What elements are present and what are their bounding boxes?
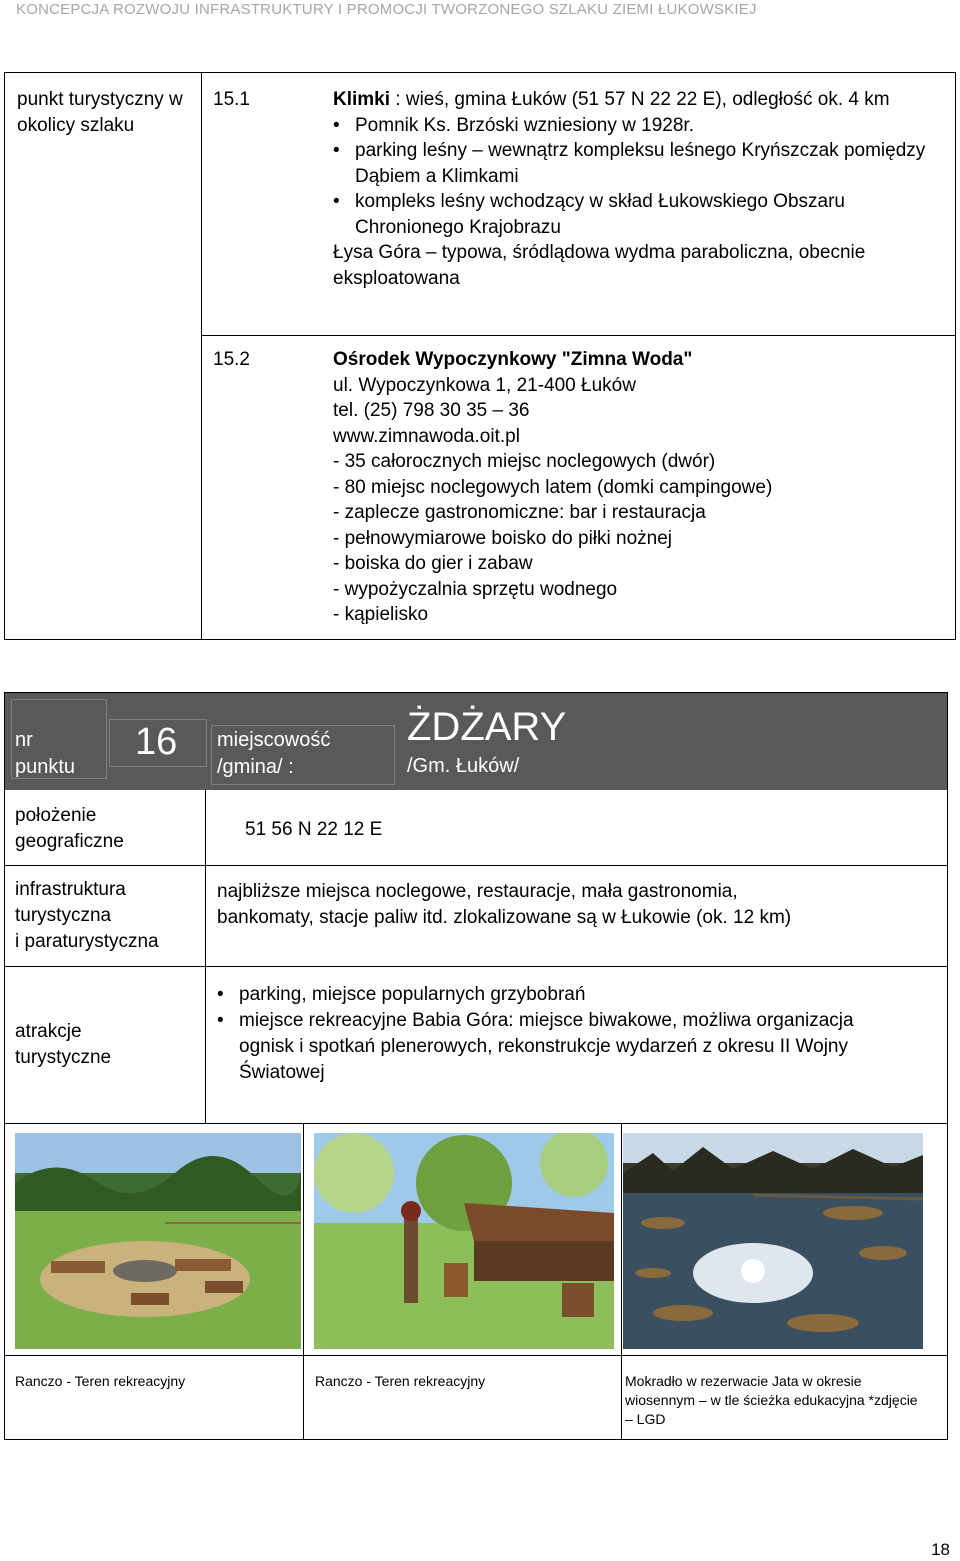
page-number: 18 <box>931 1540 950 1559</box>
attractions-list <box>217 982 907 1086</box>
document-header: KONCEPCJA ROZWOJU INFRASTRUKTURY I PROMOCJI TWORZONEGO SZLAKU ZIEMI ŁUKOWSKIEJ <box>16 1 757 18</box>
place-label: miejscowość <box>217 729 331 751</box>
list-item: - wypożyczalnia sprzętu wodnego <box>333 578 618 600</box>
point-header <box>5 693 947 790</box>
list-item: - 35 całorocznych miejsc noclegowych (dwór) <box>333 451 716 472</box>
entry-title: Klimki <box>333 89 391 110</box>
gmina-label: /gmina/ : <box>217 756 294 778</box>
list-item: - pełnowymiarowe boisko do piłki nożnej <box>333 527 673 549</box>
entry-title-line: Klimki : wieś, gmina Łuków (51 57 N 22 22 E), odległość ok. 4 km <box>333 89 890 110</box>
list-item: - zaplecze gastronomiczne: bar i restauracja <box>333 502 706 523</box>
infra-label: infrastruktura turystyczna i paraturystyczna <box>15 879 159 952</box>
photo-mokradlo <box>623 1133 923 1349</box>
list-item: • miejsce rekreacyjne Babia Góra: miejsce biwakowe, możliwa organizacja ognisk i spotkań plenerowych, rekonstrukcje wydarzeń z okresu II Wojny Światowej <box>217 1008 907 1086</box>
photo-caption: Mokradło w rezerwacie Jata w okresie wiosennym – w tle ścieżka edukacyjna *zdjęcie – LGD <box>625 1373 918 1427</box>
punktu-label: punktu <box>15 756 76 778</box>
entry-tail: Łysa Góra – typowa, śródlądowa wydma paraboliczna, obecnie eksploatowana <box>333 242 866 289</box>
entry-number: 15.1 <box>213 89 250 110</box>
geo-label: położenie geograficzne <box>15 805 124 852</box>
photo-ranczo-2 <box>314 1133 614 1349</box>
entry-number: 15.2 <box>213 349 250 370</box>
infra-value: najbliższe miejsca noclegowe, restauracje, mała gastronomia, bankomaty, stacje paliw itd. zlokalizowane są w Łukowie (ok. 12 km) <box>217 881 792 928</box>
photo-caption: Ranczo - Teren rekreacyjny <box>315 1373 486 1389</box>
phone: tel. (25) 798 30 35 – 36 <box>333 400 530 421</box>
photo-caption: Ranczo - Teren rekreacyjny <box>15 1373 186 1389</box>
list-item: • Pomnik Ks. Brzóski wzniesiony w 1928r. <box>333 113 948 139</box>
point-number: 16 <box>135 721 178 763</box>
list-item: - kąpielisko <box>333 604 429 625</box>
place-name: ŻDŻARY <box>407 705 567 749</box>
list-item: - boiska do gier i zabaw <box>333 553 533 574</box>
list-item: • parking leśny – wewnątrz kompleksu leśnego Kryńszczak pomiędzy Dąbiem a Klimkami <box>333 138 948 189</box>
entry-klimki <box>333 87 948 291</box>
entry-title: Ośrodek Wypoczynkowy "Zimna Woda" <box>333 349 693 370</box>
attractions-label: atrakcje turystyczne <box>15 1021 112 1068</box>
website: www.zimnawoda.oit.pl <box>333 425 520 447</box>
list-item: • kompleks leśny wchodzący w skład Łukowskiego Obszaru Chronionego Krajobrazu <box>333 189 948 240</box>
list-item: - 80 miejsc noclegowych latem (domki campingowe) <box>333 476 773 498</box>
row-label: punkt turystyczny w okolicy szlaku <box>17 89 183 136</box>
gmina-name: /Gm. Łuków/ <box>407 755 520 777</box>
entry-zimna-woda <box>333 347 948 628</box>
address: ul. Wypoczynkowa 1, 21-400 Łuków <box>333 374 636 396</box>
list-item: • parking, miejsce popularnych grzybobrań <box>217 982 907 1008</box>
geo-coordinates: 51 56 N 22 12 E <box>245 819 383 840</box>
point-16-card <box>4 692 948 1440</box>
nearby-points-table <box>4 72 956 640</box>
photo-ranczo-1 <box>15 1133 301 1349</box>
nr-label: nr <box>15 729 33 751</box>
